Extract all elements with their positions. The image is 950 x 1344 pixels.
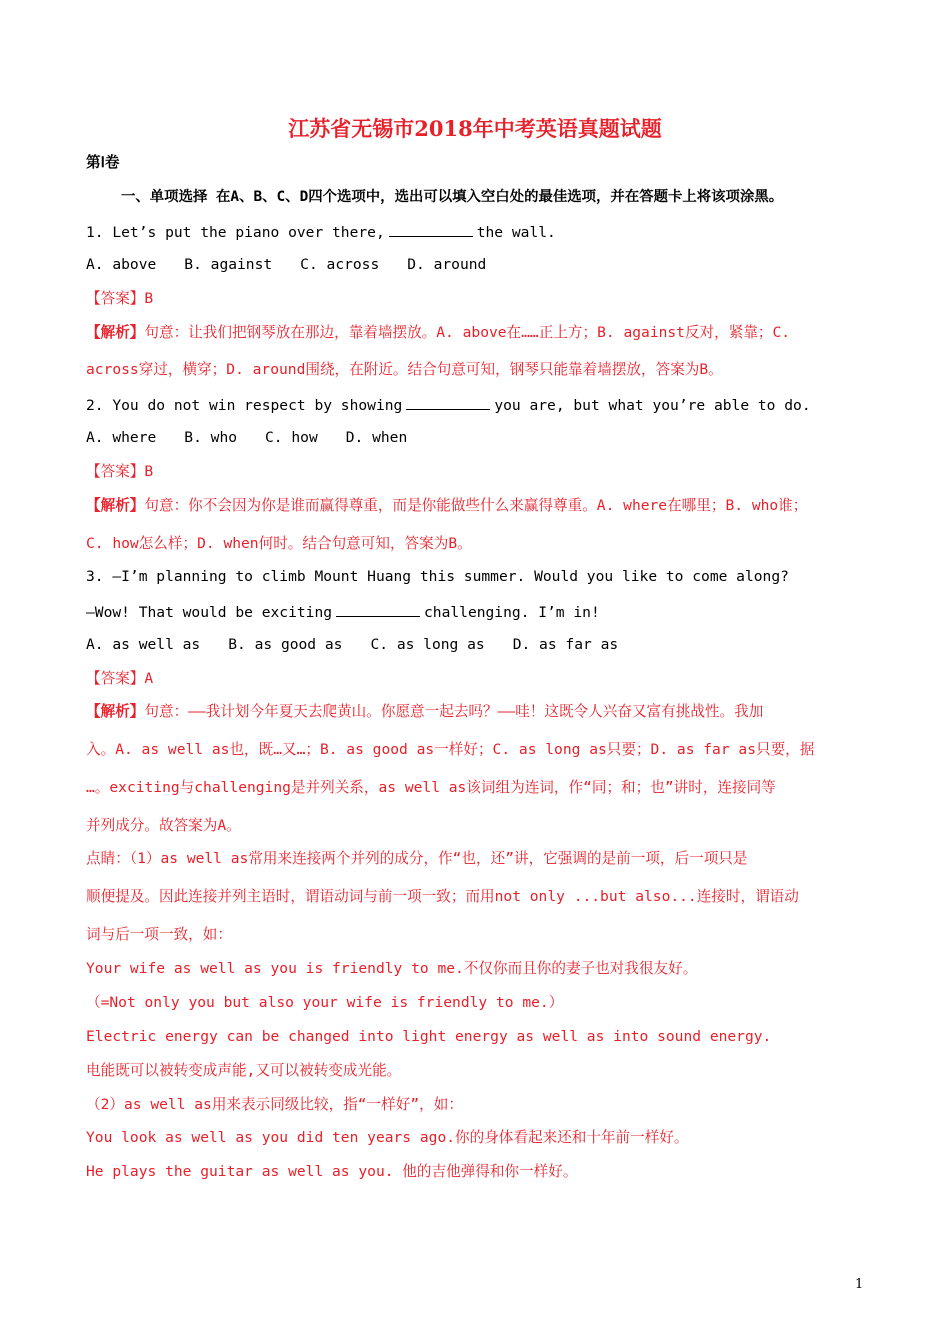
question-1-stem-end: the wall. <box>476 224 556 241</box>
question-1-explanation-line-1 <box>86 323 790 343</box>
example-6: He plays the guitar as well as you. 他的吉他弹得和你一样好。 <box>86 1163 578 1180</box>
question-1-answer: 【答案】B <box>86 290 154 307</box>
tip-line-1: 点睛：（1）as well as常用来连接两个并列的成分，作“也，还”讲，它强调的是前一项，后一项只是 <box>86 850 748 867</box>
option-d: D. as far as <box>512 636 619 653</box>
option-b: B. who <box>184 429 238 446</box>
question-2-explanation-line-2: C. how怎么样；D. when何时。结合句意可知，答案为B。 <box>86 535 472 552</box>
explanation-label: 【解析】 <box>86 324 145 341</box>
page-number: 1 <box>855 1277 864 1292</box>
option-c: C. across <box>300 256 380 273</box>
question-1-stem-start: 1. Let’s put the piano over there, <box>86 224 385 241</box>
page-title: 江苏省无锡市2018年中考英语真题试题 <box>288 116 662 141</box>
example-2: （=Not only you but also your wife is friendly to me.） <box>86 994 564 1011</box>
example-5: You look as well as you did ten years ago.你的身体看起来还和十年前一样好。 <box>86 1129 689 1146</box>
question-3-stem-line-1: 3. —I’m planning to climb Mount Huang this summer. Would you like to come along? <box>86 568 789 585</box>
question-2-stem <box>86 394 811 416</box>
explanation-text: 句意：你不会因为你是谁而赢得尊重，而是你能做些什么来赢得尊重。A. where在哪里；B. who谁； <box>144 497 808 514</box>
explanation-label: 【解析】 <box>86 497 145 514</box>
example-1: Your wife as well as you is friendly to me.不仅你而且你的妻子也对我很友好。 <box>86 960 698 977</box>
question-3-stem-start: —Wow! That would be exciting <box>86 604 333 621</box>
answer-blank <box>389 221 473 237</box>
option-b: B. as good as <box>228 636 343 653</box>
option-b: B. against <box>184 256 273 273</box>
question-1-stem <box>86 221 556 243</box>
example-4: 电能既可以被转变成声能,又可以被转变成光能。 <box>86 1062 402 1079</box>
option-d: D. when <box>345 429 408 446</box>
question-1-explanation-line-2: across穿过，横穿；D. around围绕，在附近。结合句意可知，钢琴只能靠着墙摆放，答案为B。 <box>86 361 723 378</box>
tip-line-2: 顺便提及。因此连接并列主语时，谓语动词与前一项一致；而用not only ...but also...连接时，谓语动 <box>86 888 799 905</box>
example-3: Electric energy can be changed into light energy as well as into sound energy. <box>86 1028 772 1045</box>
question-3-explanation-line-3: …。exciting与challenging是并列关系，as well as该词组为连词，作“同；和；也”讲时，连接同等 <box>86 779 776 796</box>
explanation-text: 句意：——我计划今年夏天去爬黄山。你愿意一起去吗？——哇！这既令人兴奋又富有挑战性。我加 <box>144 703 764 720</box>
option-a: A. as well as <box>86 636 201 653</box>
answer-blank <box>406 394 490 410</box>
question-3-answer: 【答案】A <box>86 670 154 687</box>
section-heading: 第Ⅰ卷 <box>86 154 120 171</box>
question-2-answer: 【答案】B <box>86 463 154 480</box>
question-3-explanation-line-2: 入。A. as well as也，既…又…；B. as good as一样好；C. as long as只要；D. as far as只要，据 <box>86 741 815 758</box>
option-d: D. around <box>407 256 487 273</box>
question-3-explanation-line-1 <box>86 702 763 722</box>
answer-blank <box>336 601 420 617</box>
explanation-text: 句意：让我们把钢琴放在那边，靠着墙摆放。A. above在……正上方；B. against反对，紧靠；C. <box>144 324 791 341</box>
question-3-explanation-line-4: 并列成分。故答案为A。 <box>86 817 241 834</box>
tip-line-4: （2）as well as用来表示同级比较，指“一样好”，如： <box>86 1096 463 1113</box>
question-2-stem-start: 2. You do not win respect by showing <box>86 397 403 414</box>
question-3-options <box>86 635 646 655</box>
tip-line-3: 词与后一项一致，如： <box>86 926 232 943</box>
explanation-label: 【解析】 <box>86 703 145 720</box>
option-c: C. as long as <box>370 636 485 653</box>
option-c: C. how <box>265 429 318 446</box>
instruction: 一、单项选择 在A、B、C、D四个选项中，选出可以填入空白处的最佳选项，并在答题卡上将该项涂黑。 <box>121 189 784 205</box>
question-1-options <box>86 255 514 275</box>
question-3-stem-line-2 <box>86 601 600 623</box>
option-a: A. above <box>86 256 157 273</box>
question-2-stem-end: you are, but what you’re able to do. <box>494 397 811 414</box>
question-2-explanation-line-1 <box>86 496 807 516</box>
question-3-stem-end: challenging. I’m in! <box>424 604 600 621</box>
option-a: A. where <box>86 429 157 446</box>
question-2-options <box>86 428 435 448</box>
